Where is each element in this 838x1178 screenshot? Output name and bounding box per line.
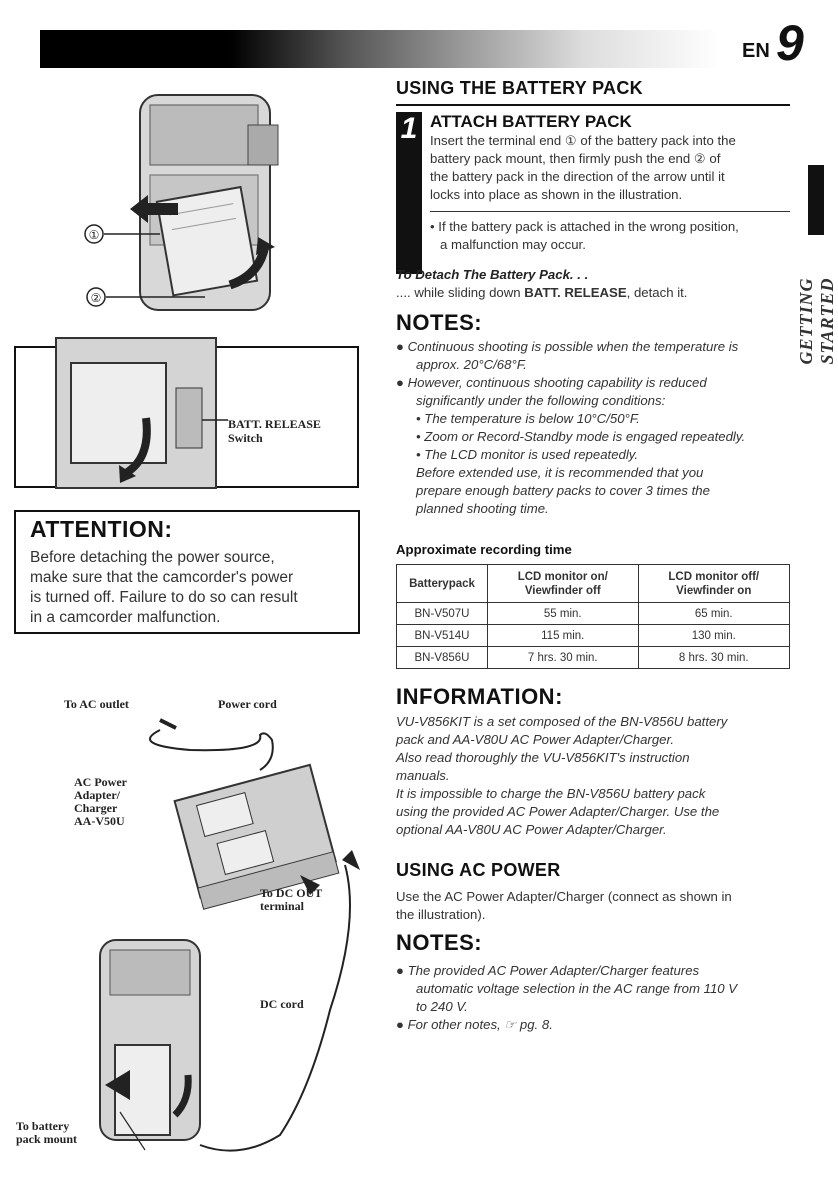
to-battery-label: To battery (16, 1119, 70, 1133)
info-line: VU-V856KIT is a set composed of the BN-V856U battery (396, 714, 728, 729)
notes-heading: NOTES: (396, 310, 483, 335)
note-line: • The temperature is below 10°C/50°F. (416, 411, 640, 426)
note-line: Before extended use, it is recommended that you (416, 465, 704, 480)
step-description (430, 132, 790, 204)
callout-2: ② (90, 291, 102, 305)
table-cell: 130 min. (638, 625, 789, 647)
battery-section-title: USING THE BATTERY PACK (396, 78, 643, 98)
section-rule (396, 104, 790, 106)
attention-line: is turned off. Failure to do so can result (30, 589, 298, 606)
step-line: battery pack mount, then firmly push the end ② of (430, 151, 721, 166)
camcorder-battery-illustration (80, 85, 305, 330)
step-line: the battery pack in the direction of the arrow until it (430, 169, 725, 184)
recording-table-title: Approximate recording time (396, 542, 572, 557)
adapter-label-3: Charger (74, 801, 118, 815)
table-cell: 65 min. (638, 603, 789, 625)
information-text (396, 713, 786, 839)
table-row (397, 603, 790, 625)
info-line: using the provided AC Power Adapter/Charger. Use the (396, 804, 720, 819)
note-line: significantly under the following conditions: (416, 393, 666, 408)
note-line: ● For other notes, ☞ pg. 8. (396, 1017, 553, 1032)
ac-section-text (396, 888, 786, 924)
attention-line: Before detaching the power source, (30, 549, 275, 566)
step-line: Insert the terminal end ① of the battery pack into the (430, 133, 736, 148)
info-line: optional AA-V80U AC Power Adapter/Charger. (396, 822, 667, 837)
note-line: approx. 20°C/68°F. (416, 357, 527, 372)
header-bar (40, 30, 720, 68)
column-header: LCD monitor off/ Viewfinder on (638, 565, 789, 603)
table-cell: BN-V514U (397, 625, 488, 647)
information-heading: INFORMATION: (396, 684, 563, 709)
note-line: prepare enough battery packs to cover 3 times the (416, 483, 710, 498)
detach-instruction (396, 284, 687, 302)
ac-line: Use the AC Power Adapter/Charger (connect as shown in (396, 889, 732, 904)
notes2-list (396, 962, 786, 1034)
batt-release-label-1: BATT. RELEASE (228, 417, 321, 431)
note-line: ● The provided AC Power Adapter/Charger features (396, 963, 700, 978)
notes2-heading: NOTES: (396, 930, 483, 955)
terminal-label: terminal (260, 899, 304, 913)
recording-time-table (396, 564, 790, 669)
note-line: • The LCD monitor is used repeatedly. (416, 447, 639, 462)
detach-title: To Detach The Battery Pack. . . (396, 267, 589, 282)
info-line: It is impossible to charge the BN-V856U battery pack (396, 786, 706, 801)
side-tab-label: GETTING STARTED (796, 277, 837, 365)
info-line: manuals. (396, 768, 450, 783)
to-dc-out-label: To DC OUT (260, 886, 323, 900)
warning-line: a malfunction may occur. (440, 237, 586, 252)
note-line: ● However, continuous shooting capability is reduced (396, 375, 707, 390)
note-line: planned shooting time. (416, 501, 549, 516)
language-code: EN (742, 40, 770, 62)
ac-section-title: USING AC POWER (396, 860, 561, 880)
table-cell: 115 min. (488, 625, 639, 647)
step-line: locks into place as shown in the illustration. (430, 187, 683, 202)
note-line: ● Continuous shooting is possible when the temperature is (396, 339, 739, 354)
wrong-position-warning (430, 218, 790, 254)
table-cell: BN-V507U (397, 603, 488, 625)
info-line: Also read thoroughly the VU-V856KIT's instruction (396, 750, 690, 765)
side-tab-marker (808, 165, 824, 235)
dc-cord-label: DC cord (260, 997, 304, 1011)
to-ac-outlet-label: To AC outlet (64, 697, 129, 711)
column-header: LCD monitor on/ Viewfinder off (488, 565, 639, 603)
table-cell: BN-V856U (397, 647, 488, 669)
column-header: Batterypack (397, 565, 488, 603)
step-number: 1 (400, 112, 418, 145)
batt-release-illustration (14, 346, 359, 488)
batt-release-label-2: Switch (228, 431, 263, 445)
detach-suffix: , detach it. (626, 285, 688, 300)
table-cell: 55 min. (488, 603, 639, 625)
table-row (397, 625, 790, 647)
page-number: 9 (776, 15, 804, 71)
info-line: pack and AA-V80U AC Power Adapter/Charger. (396, 732, 675, 747)
batt-release-label: BATT. RELEASE (524, 285, 627, 300)
callout-1: ① (88, 228, 100, 242)
warning-rule (430, 211, 790, 212)
adapter-label-1: AC Power (74, 775, 127, 789)
adapter-label-2: Adapter/ (74, 788, 120, 802)
note-line: • Zoom or Record-Standby mode is engaged repeatedly. (416, 429, 746, 444)
attention-heading: ATTENTION: (30, 516, 173, 542)
note-line: automatic voltage selection in the AC range from 110 V (416, 981, 738, 996)
adapter-label-4: AA-V50U (74, 814, 125, 828)
ac-line: the illustration). (396, 907, 486, 922)
table-header-row (397, 565, 790, 603)
table-cell: 8 hrs. 30 min. (638, 647, 789, 669)
power-cord-label: Power cord (218, 697, 277, 711)
detach-prefix: .... while sliding down (396, 285, 525, 300)
attention-text (30, 548, 350, 628)
attention-line: make sure that the camcorder's power (30, 569, 294, 586)
note-line: to 240 V. (416, 999, 468, 1014)
warning-line: • If the battery pack is attached in the wrong position, (430, 219, 739, 234)
table-row (397, 647, 790, 669)
table-cell: 7 hrs. 30 min. (488, 647, 639, 669)
attention-line: in a camcorder malfunction. (30, 609, 221, 626)
step-title: ATTACH BATTERY PACK (430, 112, 632, 131)
pack-mount-label: pack mount (16, 1132, 78, 1146)
notes-list (396, 338, 776, 518)
ac-connection-illustration (10, 690, 370, 1170)
